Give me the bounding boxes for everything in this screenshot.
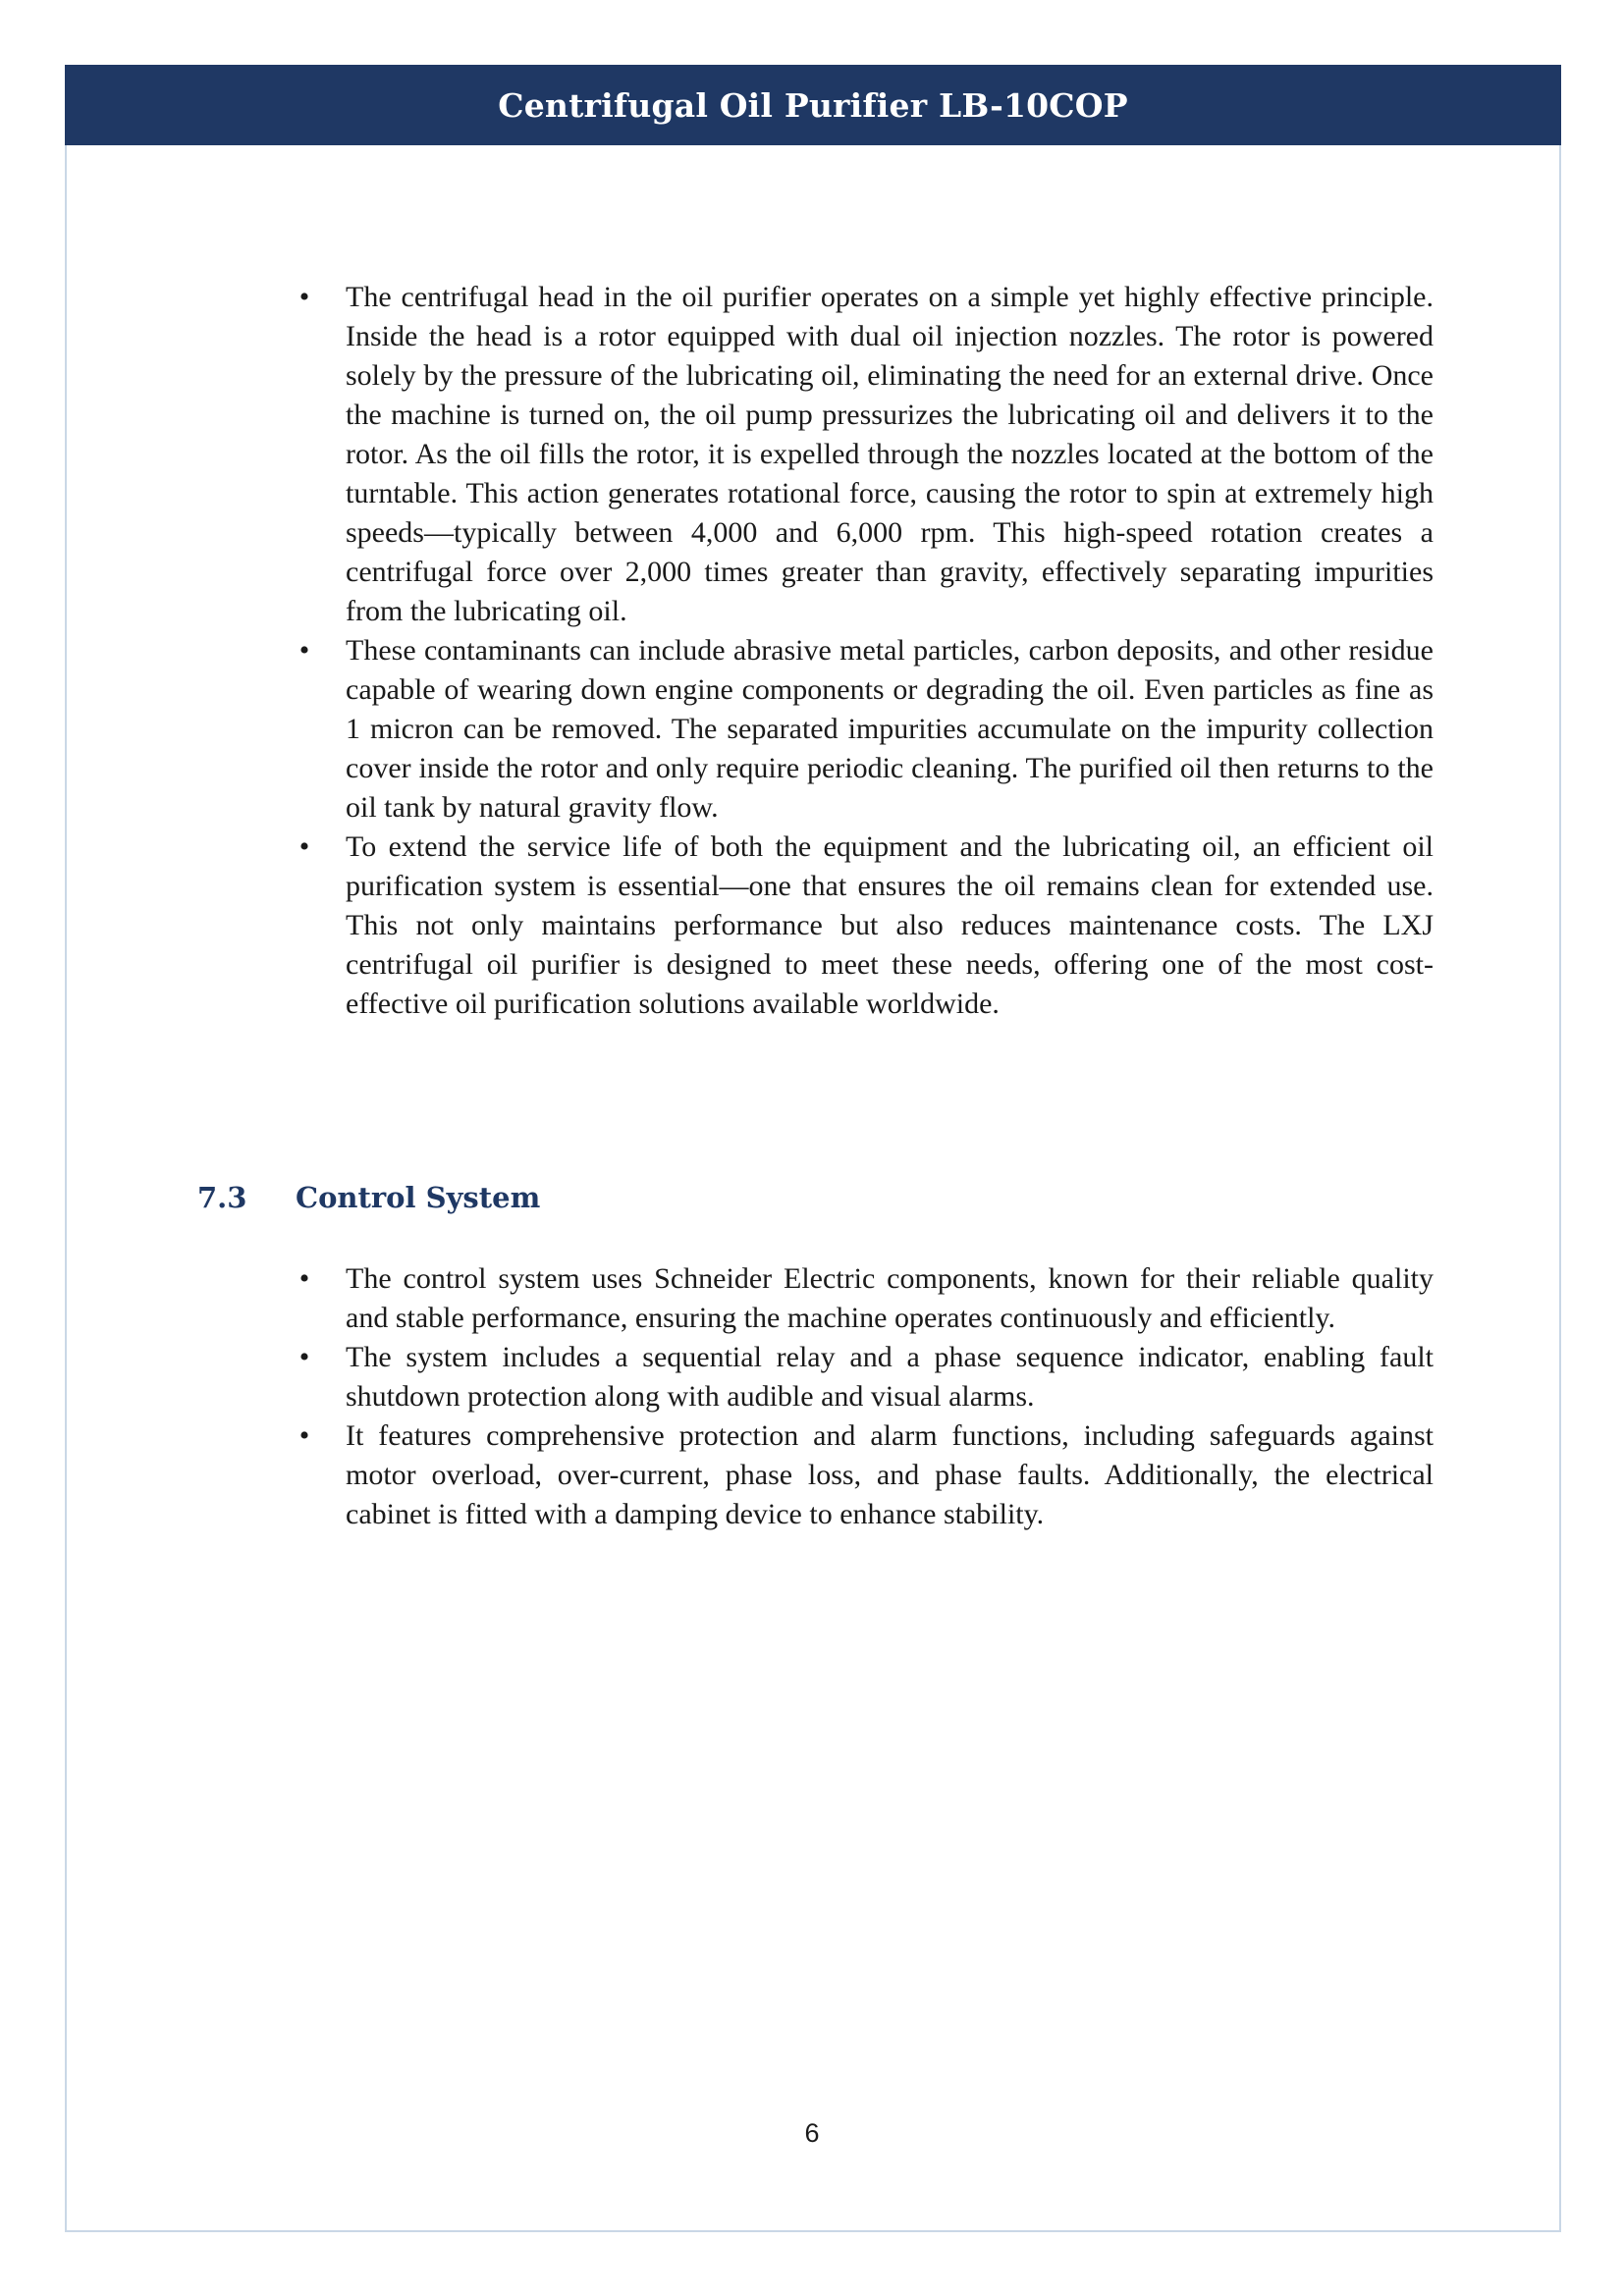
page-number: 6 — [804, 2118, 820, 2148]
list-item — [295, 1416, 1434, 1534]
intro-bullet-list — [295, 278, 1434, 1024]
list-item — [295, 278, 1434, 631]
section-heading — [197, 1181, 540, 1214]
bullet-icon: • — [298, 281, 310, 313]
document-title: Centrifugal Oil Purifier LB-10COP — [498, 85, 1128, 125]
section-title: Control System — [296, 1181, 541, 1214]
control-system-bullet-list — [295, 1259, 1434, 1534]
bullet-icon: • — [298, 1341, 310, 1373]
bullet-icon: • — [298, 830, 310, 863]
list-item-text: The centrifugal head in the oil purifier operates on a simple yet highly effective principle. Inside the head is a rotor equipped with dual oil injection nozzles. The rotor is powered solely by the pressure of the lubricating oil, eliminating the need for an external drive. Once the machine is turned on, the oil pump pressurizes the lubricating oil and delivers it to the rotor. As the oil fills the rotor, it is expelled through the nozzles located at the bottom of the turntable. This action generates rotational force, causing the rotor to spin at extremely high speeds—typically between 4,000 and 6,000 rpm. This high-speed rotation creates a centrifugal force over 2,000 times greater than gravity, effectively separating impurities from the lubricating oil. — [346, 281, 1434, 627]
bullet-icon: • — [298, 1262, 310, 1295]
section-number: 7.3 — [197, 1181, 247, 1214]
list-item — [295, 828, 1434, 1024]
list-item-text: These contaminants can include abrasive metal particles, carbon deposits, and other residue capable of wearing down engine components or degrading the oil. Even particles as fine as 1 micron can be removed. The separated impurities accumulate on the impurity collection cover inside the rotor and only require periodic cleaning. The purified oil then returns to the oil tank by natural gravity flow. — [346, 634, 1434, 824]
list-item — [295, 631, 1434, 828]
list-item-text: The system includes a sequential relay and a phase sequence indicator, enabling fault shutdown protection along with audible and visual alarms. — [346, 1341, 1434, 1413]
list-item-text: The control system uses Schneider Electric components, known for their reliable quality and stable performance, ensuring the machine operates continuously and efficiently. — [346, 1262, 1434, 1334]
list-item — [295, 1338, 1434, 1416]
list-item-text: It features comprehensive protection and alarm functions, including safeguards against motor overload, over-current, phase loss, and phase faults. Additionally, the electrical cabinet is fitted with a damping device to enhance stability. — [346, 1419, 1434, 1530]
bullet-icon: • — [298, 634, 310, 667]
list-item — [295, 1259, 1434, 1338]
header-bar — [65, 65, 1561, 145]
bullet-icon: • — [298, 1419, 310, 1452]
list-item-text: To extend the service life of both the equipment and the lubricating oil, an efficient oil purification system is essential—one that ensures the oil remains clean for extended use. This not only maintains performance but also reduces maintenance costs. The LXJ centrifugal oil purifier is designed to meet these needs, offering one of the most cost-effective oil purification solutions available worldwide. — [346, 830, 1434, 1020]
